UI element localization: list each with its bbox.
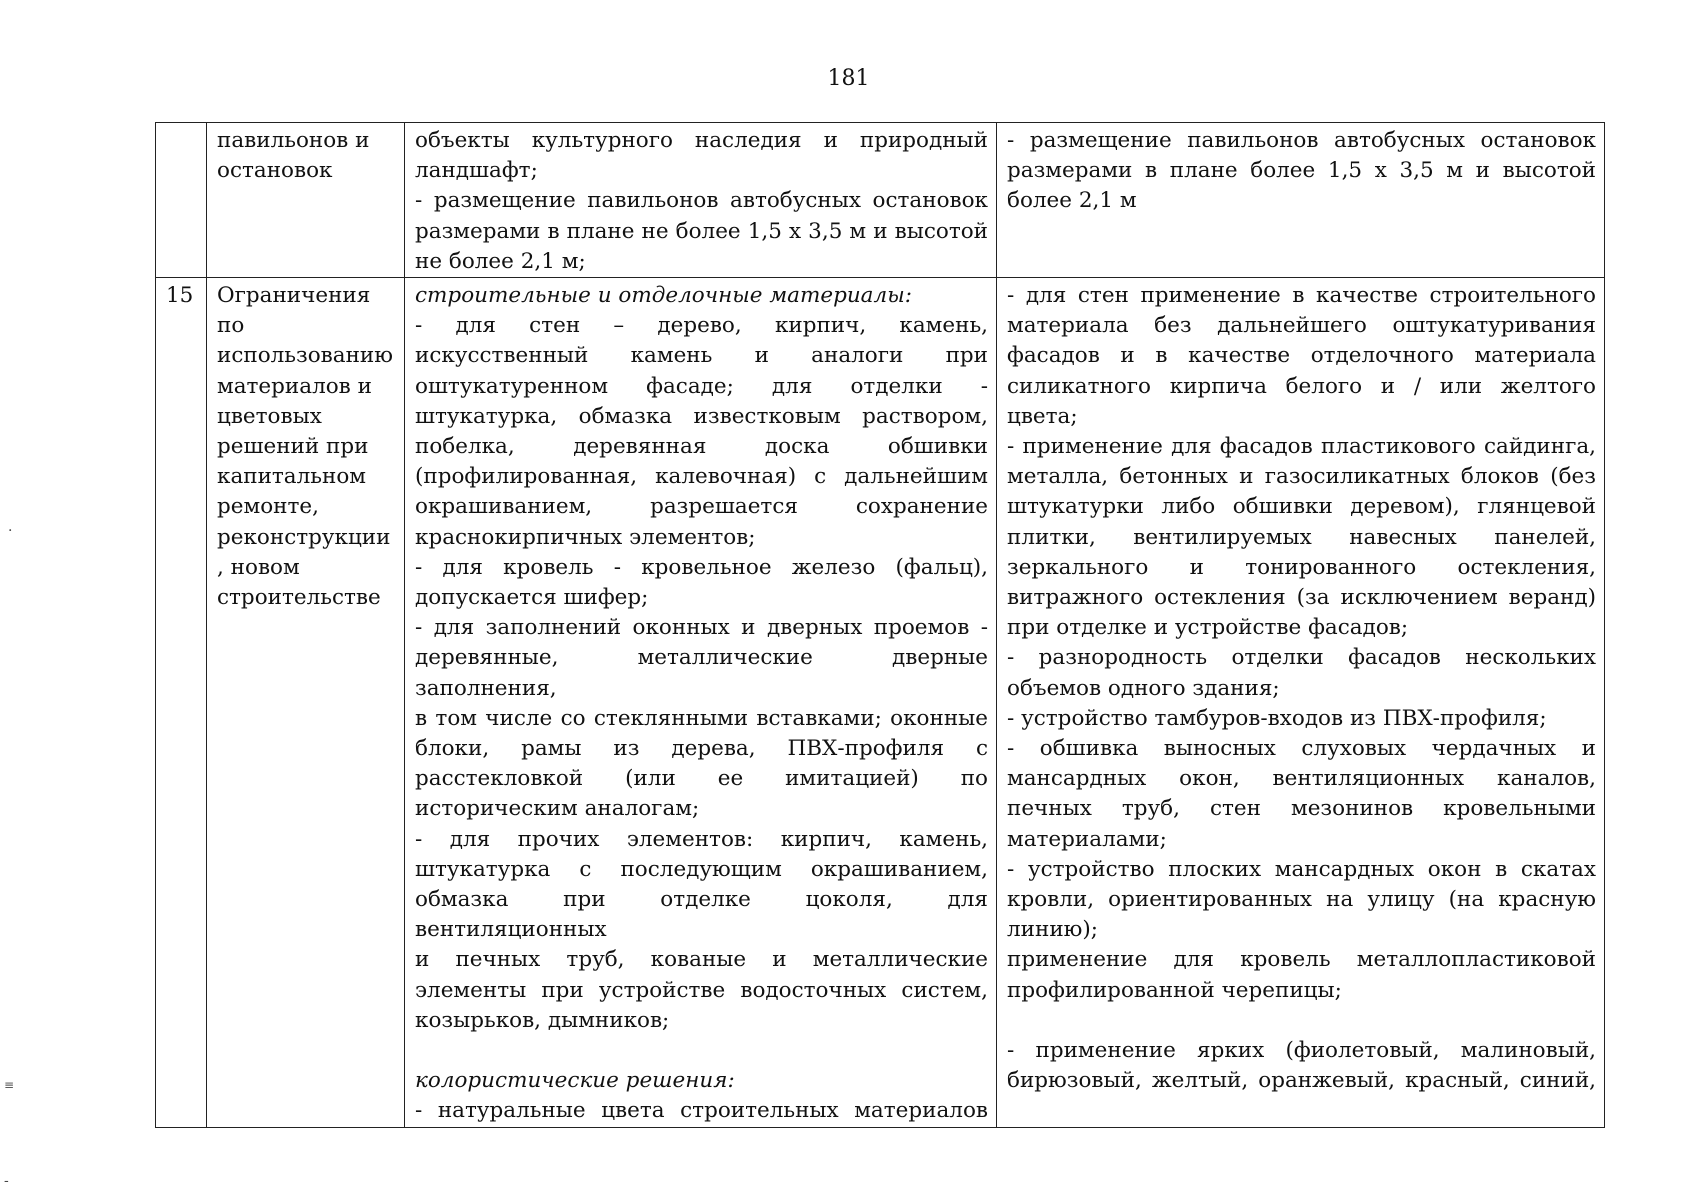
text-line: размерами в плане не более 1,5 х 3,5 м и высотой xyxy=(415,218,988,244)
text-line: побелка, деревянная доска обшивки xyxy=(415,434,988,460)
text-line: материалами; xyxy=(1007,826,1167,852)
text-line: обмазка при отделке цоколя, для вентиляционных xyxy=(415,887,988,943)
text-line: оштукатуренном фасаде; для отделки - xyxy=(415,373,988,399)
text-line: остановок xyxy=(217,158,333,184)
forbidden-cell xyxy=(997,123,1605,278)
text-line: штукатурка с последующим окрашиванием, xyxy=(415,856,988,882)
text-line: реконструкции xyxy=(217,524,391,550)
text-line: размерами в плане более 1,5 х 3,5 м и высотой xyxy=(1007,158,1596,184)
allowed-cell xyxy=(405,278,997,1128)
text-line: , новом xyxy=(217,554,300,580)
text-line: (профилированная, калевочная) с дальнейшим xyxy=(415,464,988,490)
section-heading: колористические решения: xyxy=(415,1068,735,1094)
text-line: металла, бетонных и газосиликатных блоков (без xyxy=(1007,464,1596,490)
text-line: козырьков, дымников; xyxy=(415,1007,670,1033)
text-line: штукатурка, обмазка известковым раствором, xyxy=(415,403,988,429)
text-line: плитки, вентилируемых навесных панелей, xyxy=(1007,524,1596,550)
text-line: ландшафт; xyxy=(415,158,538,184)
text-line: допускается шифер; xyxy=(415,585,649,611)
text-line: мансардных окон, вентиляционных каналов, xyxy=(1007,766,1596,792)
text-line: материала без дальнейшего оштукатуривания xyxy=(1007,313,1596,339)
text-line: краснокирпичных элементов; xyxy=(415,524,756,550)
text-line: Ограничения xyxy=(217,283,371,309)
text-line: - устройство тамбуров-входов из ПВХ-профиля; xyxy=(1007,705,1547,731)
table-row xyxy=(156,278,1605,1128)
text-line: историческим аналогам; xyxy=(415,796,700,822)
regulations-table xyxy=(155,122,1605,1128)
text-line: - размещение павильонов автобусных остановок xyxy=(1007,128,1596,153)
scan-margin-mark: · xyxy=(8,523,13,539)
row-title-cell xyxy=(207,123,405,278)
text-line: объемов одного здания; xyxy=(1007,675,1280,701)
text-line: кровли, ориентированных на улицу (на красную xyxy=(1007,887,1596,913)
text-line: не более 2,1 м; xyxy=(415,248,586,274)
scan-margin-mark: - xyxy=(4,1173,9,1189)
text-line: более 2,1 м xyxy=(1007,188,1137,214)
text-line: - для заполнений оконных и дверных проемов - xyxy=(415,615,988,641)
text-line: - натуральные цвета строительных материалов xyxy=(415,1098,988,1124)
text-line: линию); xyxy=(1007,917,1098,943)
text-line: печных труб, стен мезонинов кровельными xyxy=(1007,796,1596,822)
text-line: при отделке и устройстве фасадов; xyxy=(1007,615,1409,641)
text-line: использованию xyxy=(217,343,393,369)
text-line: окрашиванием, разрешается сохранение xyxy=(415,494,988,520)
text-line: штукатурки либо обшивки деревом), глянцевой xyxy=(1007,494,1596,520)
text-line: ремонте, xyxy=(217,494,319,520)
text-line: деревянные, металлические дверные заполнения, xyxy=(415,645,988,701)
text-line: - размещение павильонов автобусных остановок xyxy=(415,188,988,214)
text-line: - для стен – дерево, кирпич, камень, xyxy=(415,313,988,339)
text-line: строительстве xyxy=(217,585,381,611)
text-line: по xyxy=(217,313,245,339)
table-row xyxy=(156,123,1605,278)
forbidden-cell xyxy=(997,278,1605,1128)
text-line: и печных труб, кованые и металлические xyxy=(415,947,988,973)
scan-margin-mark: ≡ xyxy=(4,1078,15,1092)
text-line: объекты культурного наследия и природный xyxy=(415,128,988,153)
text-line: зеркального и тонированного остекления, xyxy=(1007,554,1596,580)
text-line: искусственный камень и аналоги при xyxy=(415,343,988,369)
text-line: элементы при устройстве водосточных систем, xyxy=(415,977,988,1003)
text-line: - разнородность отделки фасадов нескольких xyxy=(1007,645,1596,671)
allowed-cell xyxy=(405,123,997,278)
text-line: витражного остекления (за исключением веранд) xyxy=(1007,585,1596,611)
text-line: павильонов и xyxy=(217,128,370,153)
text-line: - для кровель - кровельное железо (фальц), xyxy=(415,554,988,580)
row-title-cell xyxy=(207,278,405,1128)
text-line: блоки, рамы из дерева, ПВХ-профиля с xyxy=(415,736,988,762)
section-heading: строительные и отделочные материалы: xyxy=(415,283,912,309)
text-line: бирюзовый, желтый, оранжевый, красный, синий, xyxy=(1007,1068,1596,1094)
text-line: решений при xyxy=(217,434,369,460)
text-line: капитальном xyxy=(217,464,366,490)
text-line: расстекловкой (или ее имитацией) по xyxy=(415,766,988,792)
page-number: 181 xyxy=(827,66,870,91)
row-number-cell xyxy=(156,123,207,278)
text-line: цветовых xyxy=(217,403,322,429)
blank-line xyxy=(415,1036,988,1066)
row-number-cell: 15 xyxy=(156,278,207,1128)
text-line: материалов и xyxy=(217,373,372,399)
text-line: - для прочих элементов: кирпич, камень, xyxy=(415,826,988,852)
blank-line xyxy=(1007,1006,1596,1036)
text-line: профилированной черепицы; xyxy=(1007,977,1342,1003)
text-line: фасадов и в качестве отделочного материала xyxy=(1007,343,1596,369)
text-line: - обшивка выносных слуховых чердачных и xyxy=(1007,736,1596,762)
text-line: силикатного кирпича белого и / или желтого цвета; xyxy=(1007,373,1596,429)
text-line: - для стен применение в качестве строительного xyxy=(1007,283,1596,309)
text-line: - применение ярких (фиолетовый, малиновый, xyxy=(1007,1038,1596,1064)
text-line: в том числе со стеклянными вставками; оконные xyxy=(415,705,988,731)
text-line: - устройство плоских мансардных окон в скатах xyxy=(1007,856,1596,882)
text-line: - применение для фасадов пластикового сайдинга, xyxy=(1007,434,1596,460)
text-line: применение для кровель металлопластиковой xyxy=(1007,947,1596,973)
